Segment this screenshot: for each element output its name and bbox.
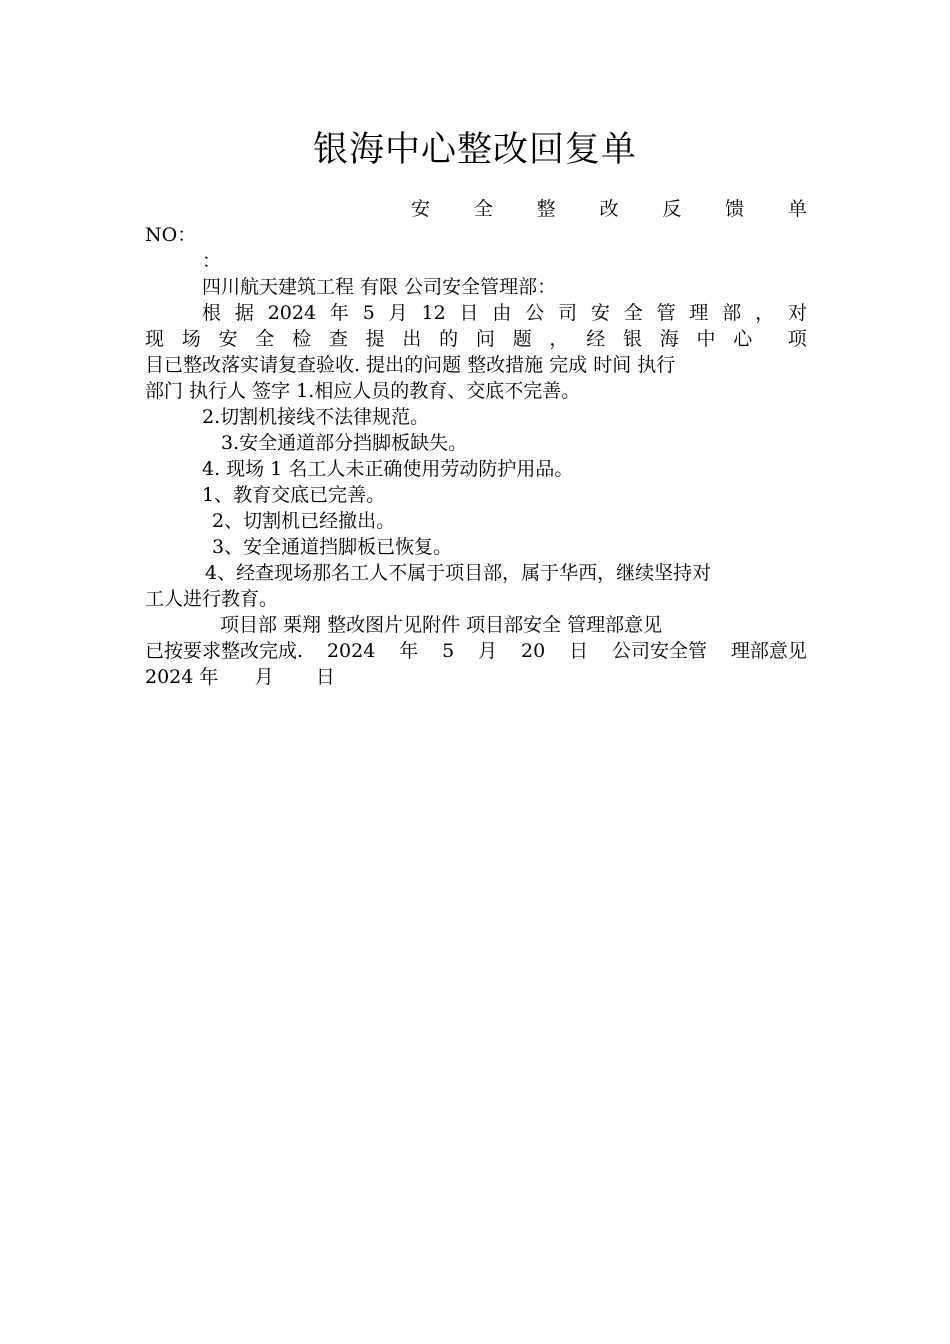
paragraph-word: 问 xyxy=(475,328,495,350)
signature-word: 20 xyxy=(520,640,546,662)
paragraph-word: 题 xyxy=(512,328,532,350)
paragraph-word: 部 xyxy=(722,302,742,324)
paragraph-word: 根 xyxy=(202,302,222,324)
subtitle-char: 改 xyxy=(599,198,619,220)
addressee-line: 四川航天建筑工程 有限 公司安全管理部： xyxy=(202,276,557,298)
paragraph-word: 银 xyxy=(622,328,642,350)
signature-word: 2024 xyxy=(326,640,376,662)
paragraph-word: 海 xyxy=(659,328,679,350)
signature-line-2 xyxy=(145,638,807,664)
fix-item-4-line-2: 工人进行教育。 xyxy=(145,588,279,610)
paragraph-word: 日 xyxy=(459,302,479,324)
paragraph-word: 12 xyxy=(421,302,446,324)
subtitle-char: 整 xyxy=(536,198,556,220)
paragraph-word: 经 xyxy=(586,328,606,350)
fix-item-4-line-1: 4、经查现场那名工人不属于项目部，属于华西，继续坚持对 xyxy=(205,562,712,584)
paragraph-word: 全 xyxy=(623,302,643,324)
issue-item-3: 3.安全通道部分挡脚板缺失。 xyxy=(221,432,468,454)
colon-line: ： xyxy=(202,250,222,272)
fix-item-2: 2、切割机已经撤出。 xyxy=(212,510,396,532)
paragraph-line-4: 部门 执行人 签字 1.相应人员的教育、交底不完善。 xyxy=(145,380,581,402)
paragraph-word: 理 xyxy=(689,302,709,324)
paragraph-word: 全 xyxy=(255,328,275,350)
issue-item-2: 2.切割机接线不法律规范。 xyxy=(202,406,430,428)
signature-word: 年 xyxy=(399,640,419,662)
signature-line-2-words xyxy=(145,638,807,664)
paragraph-word: 出 xyxy=(402,328,422,350)
issue-item-4: 4. 现场 1 名工人未正确使用劳动防护用品。 xyxy=(202,458,574,480)
paragraph-line-2 xyxy=(145,326,807,352)
subtitle-char: 反 xyxy=(662,198,682,220)
subtitle-char: 馈 xyxy=(725,198,745,220)
paragraph-word: 2024 xyxy=(267,302,317,324)
paragraph-word: 提 xyxy=(365,328,385,350)
paragraph-word: 现 xyxy=(145,328,165,350)
paragraph-word: 管 xyxy=(656,302,676,324)
paragraph-word: 项 xyxy=(787,328,807,350)
signature-word: 5 xyxy=(442,640,455,662)
paragraph-word: 公 xyxy=(525,302,545,324)
fix-item-1: 1、教育交底已完善。 xyxy=(202,484,386,506)
paragraph-word: 对 xyxy=(787,302,807,324)
signature-word: 公司安全管 xyxy=(611,640,707,662)
paragraph-word: ， xyxy=(549,328,569,350)
signature-date-line: 2024 年 月 日 xyxy=(145,666,335,688)
subtitle-row xyxy=(411,196,807,222)
paragraph-word: 心 xyxy=(733,328,753,350)
feedback-form-subtitle xyxy=(145,196,807,222)
signature-word: 已按要求整改完成. xyxy=(145,640,304,662)
paragraph-word: 安 xyxy=(590,302,610,324)
paragraph-word: 月 xyxy=(388,302,408,324)
paragraph-word: 由 xyxy=(492,302,512,324)
paragraph-line-1 xyxy=(145,300,807,326)
signature-line-1: 项目部 栗翔 整改图片见附件 项目部安全 管理部意见 xyxy=(220,614,663,636)
paragraph-word: 年 xyxy=(329,302,349,324)
signature-word: 日 xyxy=(569,640,589,662)
paragraph-word: 检 xyxy=(292,328,312,350)
paragraph-word: 场 xyxy=(181,328,201,350)
paragraph-line-3: 目已整改落实请复查验收. 提出的问题 整改措施 完成 时间 执行 xyxy=(145,354,676,376)
paragraph-word: 查 xyxy=(328,328,348,350)
document-body xyxy=(145,196,807,690)
paragraph-word: ， xyxy=(755,302,775,324)
form-number-label: NO： xyxy=(145,224,197,246)
subtitle-char: 安 xyxy=(411,198,431,220)
paragraph-word: 司 xyxy=(558,302,578,324)
subtitle-char: 全 xyxy=(473,198,493,220)
paragraph-word: 安 xyxy=(218,328,238,350)
paragraph-line-2-words xyxy=(145,326,807,352)
paragraph-word: 据 xyxy=(234,302,254,324)
signature-word: 理部意见 xyxy=(730,640,807,662)
paragraph-line-1-words xyxy=(202,300,807,326)
signature-word: 月 xyxy=(478,640,498,662)
fix-item-3: 3、安全通道挡脚板已恢复。 xyxy=(212,536,453,558)
paragraph-word: 的 xyxy=(439,328,459,350)
subtitle-char: 单 xyxy=(787,198,807,220)
paragraph-word: 5 xyxy=(362,302,375,324)
paragraph-word: 中 xyxy=(696,328,716,350)
document-title: 银海中心整改回复单 xyxy=(312,130,637,170)
